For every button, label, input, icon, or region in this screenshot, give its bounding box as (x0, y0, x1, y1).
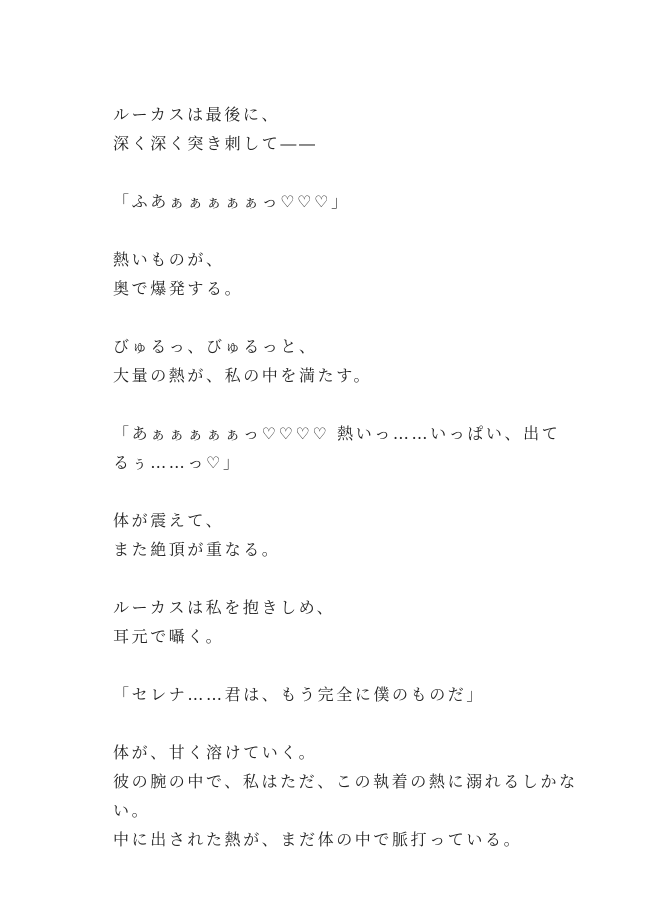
dialogue-paragraph (113, 680, 553, 709)
text-line: 「セレナ……君は、もう完全に僕のものだ」 (113, 685, 486, 704)
dialogue-paragraph (113, 187, 553, 216)
text-line: 体が震えて、 (113, 511, 225, 530)
text-line: い。 (113, 801, 151, 820)
document-page (113, 100, 578, 883)
text-line: 深く深く突き刺して―― (113, 134, 318, 153)
text-line: 大量の熱が、私の中を満たす。 (113, 366, 373, 385)
paragraph (113, 738, 578, 854)
text-line: 彼の腕の中で、私はただ、この執着の熱に溺れるしかな (113, 772, 578, 791)
text-line: 「あぁぁぁぁぁっ♡♡♡♡ 熱いっ……いっぱい、出て (113, 424, 561, 443)
paragraph (113, 506, 553, 564)
dialogue-paragraph (113, 419, 561, 477)
paragraph (113, 593, 553, 651)
paragraph (113, 245, 553, 303)
text-line: 熱いものが、 (113, 250, 225, 269)
text-line: 「ふあぁぁぁぁぁっ♡♡♡」 (113, 192, 350, 211)
paragraph (113, 332, 553, 390)
text-line: ルーカスは私を抱きしめ、 (113, 598, 336, 617)
text-line: また絶頂が重なる。 (113, 540, 281, 559)
text-line: 中に出された熱が、まだ体の中で脈打っている。 (113, 830, 523, 849)
text-line: 耳元で囁く。 (113, 627, 225, 646)
text-line: びゅるっ、びゅるっと、 (113, 337, 318, 356)
text-line: 奥で爆発する。 (113, 279, 244, 298)
text-line: るぅ……っ♡」 (113, 453, 242, 472)
text-line: 体が、甘く溶けていく。 (113, 743, 318, 762)
paragraph (113, 100, 553, 158)
text-line: ルーカスは最後に、 (113, 105, 281, 124)
